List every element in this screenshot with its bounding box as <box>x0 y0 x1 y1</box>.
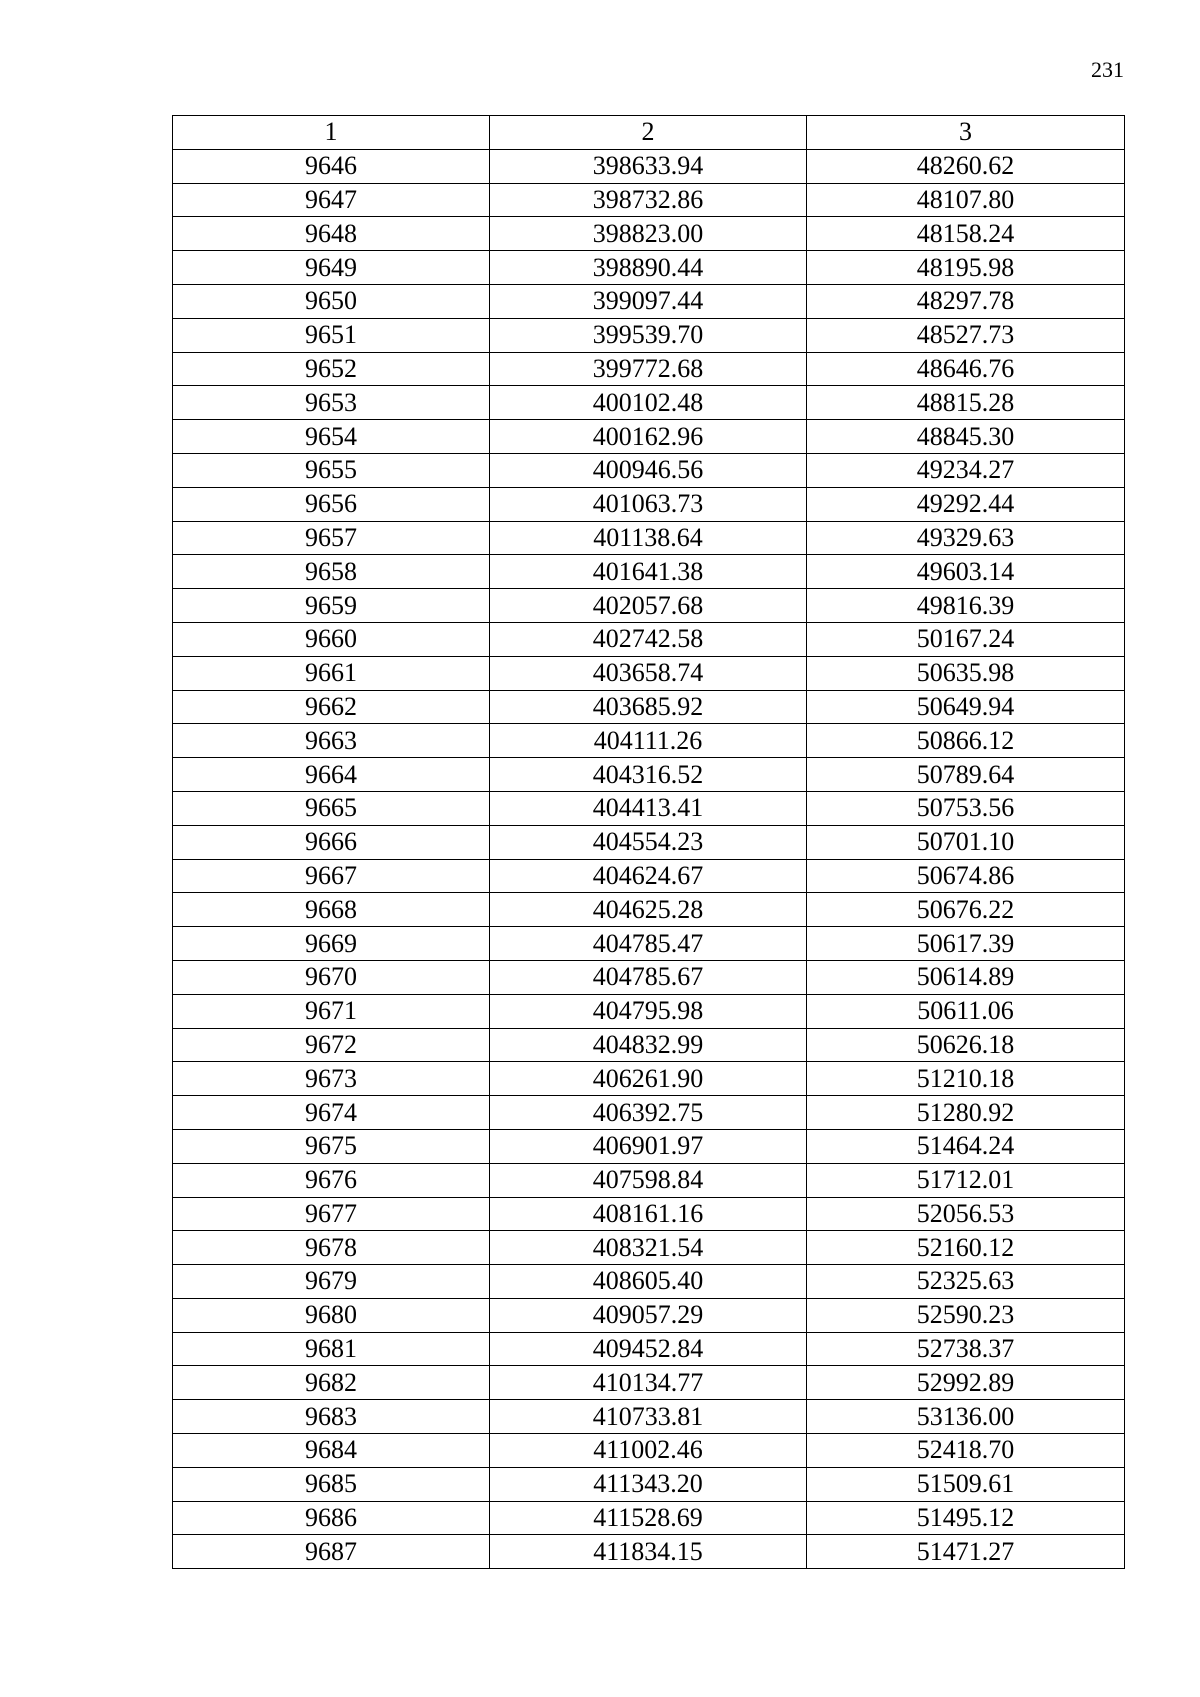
table-row <box>173 927 1125 961</box>
table-row <box>173 1096 1125 1130</box>
y-coordinate-cell: 50611.06 <box>807 994 1125 1028</box>
y-coordinate-cell: 50167.24 <box>807 622 1125 656</box>
table-row <box>173 1501 1125 1535</box>
point-number-cell: 9675 <box>173 1129 490 1163</box>
table-row <box>173 521 1125 555</box>
table-row <box>173 724 1125 758</box>
point-number-cell: 9673 <box>173 1062 490 1096</box>
point-number-cell: 9659 <box>173 589 490 623</box>
x-coordinate-cell: 411834.15 <box>490 1535 807 1569</box>
table-row <box>173 960 1125 994</box>
table-row <box>173 622 1125 656</box>
x-coordinate-cell: 408605.40 <box>490 1265 807 1299</box>
y-coordinate-cell: 48195.98 <box>807 251 1125 285</box>
table-body <box>173 116 1125 1569</box>
table-row <box>173 825 1125 859</box>
point-number-cell: 9665 <box>173 791 490 825</box>
y-coordinate-cell: 50617.39 <box>807 927 1125 961</box>
y-coordinate-cell: 48260.62 <box>807 149 1125 183</box>
x-coordinate-cell: 400162.96 <box>490 420 807 454</box>
y-coordinate-cell: 52992.89 <box>807 1366 1125 1400</box>
y-coordinate-cell: 49329.63 <box>807 521 1125 555</box>
y-coordinate-cell: 51495.12 <box>807 1501 1125 1535</box>
point-number-cell: 9658 <box>173 555 490 589</box>
x-coordinate-cell: 409057.29 <box>490 1298 807 1332</box>
x-coordinate-cell: 398633.94 <box>490 149 807 183</box>
table-row <box>173 1129 1125 1163</box>
y-coordinate-cell: 52325.63 <box>807 1265 1125 1299</box>
y-coordinate-cell: 50866.12 <box>807 724 1125 758</box>
point-number-cell: 9667 <box>173 859 490 893</box>
y-coordinate-cell: 51280.92 <box>807 1096 1125 1130</box>
point-number-cell: 9668 <box>173 893 490 927</box>
point-number-cell: 9676 <box>173 1163 490 1197</box>
x-coordinate-cell: 400946.56 <box>490 453 807 487</box>
table-row <box>173 1231 1125 1265</box>
table-row <box>173 1197 1125 1231</box>
table-row <box>173 1467 1125 1501</box>
x-coordinate-cell: 410733.81 <box>490 1400 807 1434</box>
table-row <box>173 690 1125 724</box>
point-number-cell: 9647 <box>173 183 490 217</box>
point-number-cell: 9654 <box>173 420 490 454</box>
point-number-cell: 9669 <box>173 927 490 961</box>
x-coordinate-cell: 409452.84 <box>490 1332 807 1366</box>
x-coordinate-cell: 410134.77 <box>490 1366 807 1400</box>
point-number-cell: 9655 <box>173 453 490 487</box>
x-coordinate-cell: 404554.23 <box>490 825 807 859</box>
y-coordinate-cell: 50649.94 <box>807 690 1125 724</box>
x-coordinate-cell: 400102.48 <box>490 386 807 420</box>
table-row <box>173 420 1125 454</box>
x-coordinate-cell: 406392.75 <box>490 1096 807 1130</box>
table-row <box>173 656 1125 690</box>
table-row <box>173 994 1125 1028</box>
point-number-cell: 9683 <box>173 1400 490 1434</box>
y-coordinate-cell: 49292.44 <box>807 487 1125 521</box>
x-coordinate-cell: 411343.20 <box>490 1467 807 1501</box>
table-row <box>173 1265 1125 1299</box>
x-coordinate-cell: 407598.84 <box>490 1163 807 1197</box>
table-row <box>173 758 1125 792</box>
table-row <box>173 1400 1125 1434</box>
table-row <box>173 1163 1125 1197</box>
y-coordinate-cell: 48815.28 <box>807 386 1125 420</box>
x-coordinate-cell: 404316.52 <box>490 758 807 792</box>
point-number-cell: 9666 <box>173 825 490 859</box>
table-row <box>173 149 1125 183</box>
y-coordinate-cell: 50753.56 <box>807 791 1125 825</box>
x-coordinate-cell: 403685.92 <box>490 690 807 724</box>
point-number-cell: 9678 <box>173 1231 490 1265</box>
y-coordinate-cell: 48107.80 <box>807 183 1125 217</box>
point-number-cell: 9646 <box>173 149 490 183</box>
x-coordinate-cell: 401138.64 <box>490 521 807 555</box>
point-number-cell: 9660 <box>173 622 490 656</box>
y-coordinate-cell: 53136.00 <box>807 1400 1125 1434</box>
point-number-cell: 9687 <box>173 1535 490 1569</box>
y-coordinate-cell: 50614.89 <box>807 960 1125 994</box>
y-coordinate-cell: 48845.30 <box>807 420 1125 454</box>
y-coordinate-cell: 50701.10 <box>807 825 1125 859</box>
table-row <box>173 284 1125 318</box>
y-coordinate-cell: 50674.86 <box>807 859 1125 893</box>
table-row <box>173 1535 1125 1569</box>
x-coordinate-cell: 404795.98 <box>490 994 807 1028</box>
table-row <box>173 893 1125 927</box>
column-header-2: 2 <box>490 116 807 150</box>
x-coordinate-cell: 401063.73 <box>490 487 807 521</box>
y-coordinate-cell: 48646.76 <box>807 352 1125 386</box>
x-coordinate-cell: 398732.86 <box>490 183 807 217</box>
y-coordinate-cell: 48297.78 <box>807 284 1125 318</box>
table-row <box>173 1434 1125 1468</box>
point-number-cell: 9652 <box>173 352 490 386</box>
table-row <box>173 318 1125 352</box>
x-coordinate-cell: 399097.44 <box>490 284 807 318</box>
table-row <box>173 1332 1125 1366</box>
point-number-cell: 9670 <box>173 960 490 994</box>
x-coordinate-cell: 402742.58 <box>490 622 807 656</box>
y-coordinate-cell: 50635.98 <box>807 656 1125 690</box>
point-number-cell: 9650 <box>173 284 490 318</box>
table-row <box>173 589 1125 623</box>
point-number-cell: 9661 <box>173 656 490 690</box>
point-number-cell: 9664 <box>173 758 490 792</box>
point-number-cell: 9657 <box>173 521 490 555</box>
point-number-cell: 9674 <box>173 1096 490 1130</box>
x-coordinate-cell: 411002.46 <box>490 1434 807 1468</box>
y-coordinate-cell: 52160.12 <box>807 1231 1125 1265</box>
table-row <box>173 352 1125 386</box>
table-row <box>173 859 1125 893</box>
coordinates-table <box>172 115 1125 1569</box>
point-number-cell: 9684 <box>173 1434 490 1468</box>
point-number-cell: 9680 <box>173 1298 490 1332</box>
y-coordinate-cell: 51712.01 <box>807 1163 1125 1197</box>
x-coordinate-cell: 408161.16 <box>490 1197 807 1231</box>
point-number-cell: 9686 <box>173 1501 490 1535</box>
y-coordinate-cell: 48527.73 <box>807 318 1125 352</box>
table-header-row <box>173 116 1125 150</box>
point-number-cell: 9672 <box>173 1028 490 1062</box>
x-coordinate-cell: 399772.68 <box>490 352 807 386</box>
y-coordinate-cell: 51471.27 <box>807 1535 1125 1569</box>
x-coordinate-cell: 404625.28 <box>490 893 807 927</box>
point-number-cell: 9649 <box>173 251 490 285</box>
y-coordinate-cell: 48158.24 <box>807 217 1125 251</box>
point-number-cell: 9682 <box>173 1366 490 1400</box>
point-number-cell: 9685 <box>173 1467 490 1501</box>
x-coordinate-cell: 406261.90 <box>490 1062 807 1096</box>
y-coordinate-cell: 52738.37 <box>807 1332 1125 1366</box>
y-coordinate-cell: 51210.18 <box>807 1062 1125 1096</box>
y-coordinate-cell: 49234.27 <box>807 453 1125 487</box>
x-coordinate-cell: 398890.44 <box>490 251 807 285</box>
page-number: 231 <box>1091 57 1124 82</box>
x-coordinate-cell: 404624.67 <box>490 859 807 893</box>
column-header-1: 1 <box>173 116 490 150</box>
table-row <box>173 1366 1125 1400</box>
y-coordinate-cell: 50626.18 <box>807 1028 1125 1062</box>
y-coordinate-cell: 49603.14 <box>807 555 1125 589</box>
point-number-cell: 9648 <box>173 217 490 251</box>
y-coordinate-cell: 50676.22 <box>807 893 1125 927</box>
point-number-cell: 9681 <box>173 1332 490 1366</box>
y-coordinate-cell: 49816.39 <box>807 589 1125 623</box>
table-row <box>173 386 1125 420</box>
table-row <box>173 1062 1125 1096</box>
table-row <box>173 1028 1125 1062</box>
point-number-cell: 9656 <box>173 487 490 521</box>
x-coordinate-cell: 399539.70 <box>490 318 807 352</box>
point-number-cell: 9653 <box>173 386 490 420</box>
table-row <box>173 183 1125 217</box>
y-coordinate-cell: 51509.61 <box>807 1467 1125 1501</box>
column-header-3: 3 <box>807 116 1125 150</box>
point-number-cell: 9677 <box>173 1197 490 1231</box>
x-coordinate-cell: 398823.00 <box>490 217 807 251</box>
y-coordinate-cell: 52418.70 <box>807 1434 1125 1468</box>
point-number-cell: 9663 <box>173 724 490 758</box>
point-number-cell: 9679 <box>173 1265 490 1299</box>
x-coordinate-cell: 404785.47 <box>490 927 807 961</box>
x-coordinate-cell: 408321.54 <box>490 1231 807 1265</box>
x-coordinate-cell: 403658.74 <box>490 656 807 690</box>
table-row <box>173 555 1125 589</box>
x-coordinate-cell: 406901.97 <box>490 1129 807 1163</box>
table-row <box>173 487 1125 521</box>
x-coordinate-cell: 401641.38 <box>490 555 807 589</box>
x-coordinate-cell: 404832.99 <box>490 1028 807 1062</box>
y-coordinate-cell: 52056.53 <box>807 1197 1125 1231</box>
table-row <box>173 217 1125 251</box>
table-row <box>173 453 1125 487</box>
point-number-cell: 9662 <box>173 690 490 724</box>
point-number-cell: 9671 <box>173 994 490 1028</box>
y-coordinate-cell: 50789.64 <box>807 758 1125 792</box>
x-coordinate-cell: 404413.41 <box>490 791 807 825</box>
y-coordinate-cell: 52590.23 <box>807 1298 1125 1332</box>
x-coordinate-cell: 402057.68 <box>490 589 807 623</box>
y-coordinate-cell: 51464.24 <box>807 1129 1125 1163</box>
x-coordinate-cell: 404785.67 <box>490 960 807 994</box>
x-coordinate-cell: 411528.69 <box>490 1501 807 1535</box>
point-number-cell: 9651 <box>173 318 490 352</box>
x-coordinate-cell: 404111.26 <box>490 724 807 758</box>
table-row <box>173 791 1125 825</box>
table-row <box>173 1298 1125 1332</box>
table-row <box>173 251 1125 285</box>
